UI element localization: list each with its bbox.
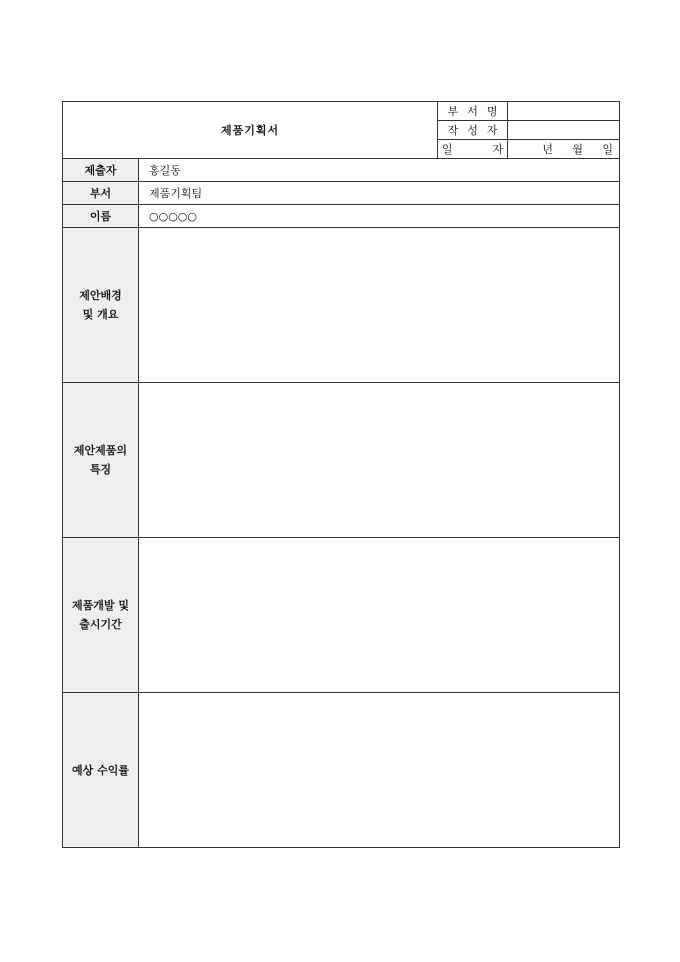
- submitter-row: [63, 159, 620, 182]
- author-meta-field[interactable]: [508, 121, 620, 140]
- date-meta-label: 일자: [438, 140, 508, 159]
- submitter-field[interactable]: 홍길동: [139, 159, 620, 182]
- author-meta-label: 작성자: [438, 121, 508, 140]
- submitter-label: 제출자: [63, 159, 139, 182]
- section-row-schedule: [63, 538, 620, 693]
- date-month-label: 월: [572, 143, 584, 156]
- department-meta-field[interactable]: [508, 102, 620, 121]
- date-year-label: 년: [542, 143, 554, 156]
- expected-revenue-label: 예상 수익률: [63, 693, 139, 848]
- section-row-revenue: [63, 693, 620, 848]
- name-label: 이름: [63, 205, 139, 228]
- product-features-field[interactable]: [139, 383, 620, 538]
- form-table: [62, 101, 620, 848]
- development-schedule-field[interactable]: [139, 538, 620, 693]
- document-title: 제품기획서: [63, 102, 438, 159]
- development-schedule-label: 제품개발 및 출시기간: [63, 538, 139, 693]
- background-overview-label: 제안배경 및 개요: [63, 228, 139, 383]
- section-row-background: [63, 228, 620, 383]
- expected-revenue-field[interactable]: [139, 693, 620, 848]
- date-day-label: 일: [602, 143, 614, 156]
- name-field[interactable]: ○○○○○: [139, 205, 620, 228]
- background-overview-field[interactable]: [139, 228, 620, 383]
- department-field[interactable]: 제품기획팀: [139, 182, 620, 205]
- header-row: [63, 102, 620, 121]
- product-features-label: 제안제품의 특징: [63, 383, 139, 538]
- product-plan-form: [62, 101, 619, 853]
- department-row: [63, 182, 620, 205]
- date-meta-field[interactable]: [508, 140, 620, 159]
- name-row: [63, 205, 620, 228]
- department-label: 부서: [63, 182, 139, 205]
- department-meta-label: 부서명: [438, 102, 508, 121]
- section-row-features: [63, 383, 620, 538]
